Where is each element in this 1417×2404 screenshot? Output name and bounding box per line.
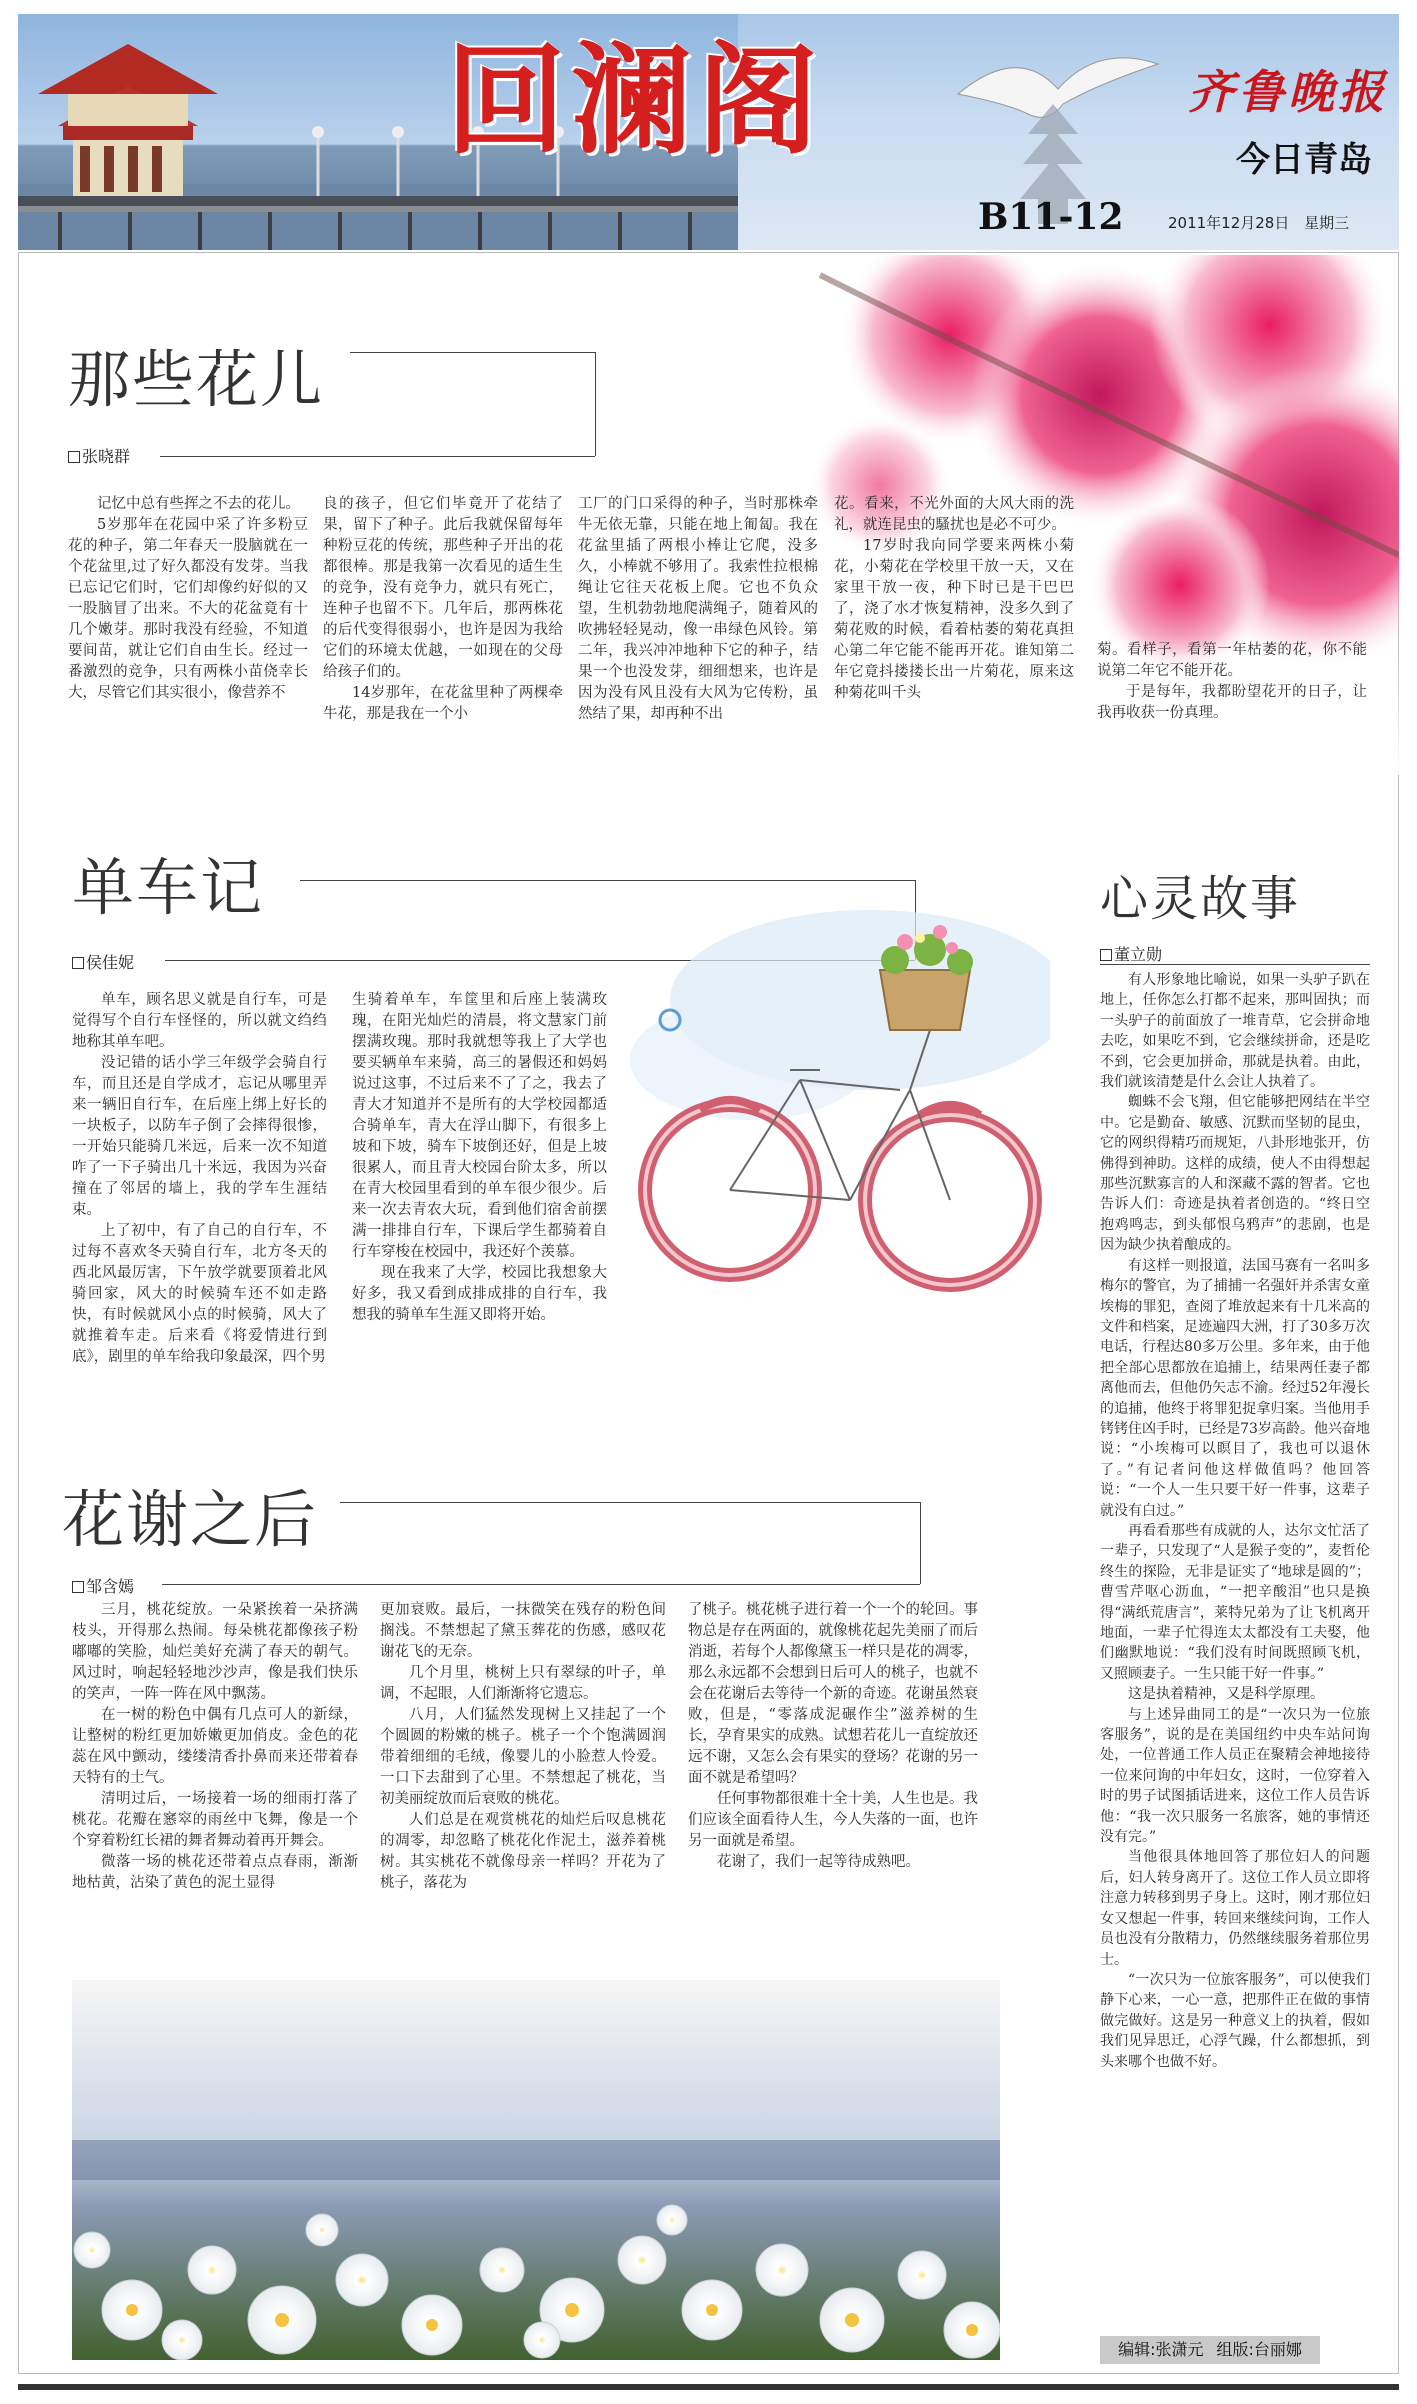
page-number: B11-12 — [978, 196, 1124, 238]
editor-credit: 编辑:张潇元 组版:台丽娜 — [1100, 2336, 1320, 2364]
title-rule — [160, 456, 595, 457]
article-column — [323, 494, 563, 794]
article-title-flowers: 那些花儿 — [68, 343, 325, 416]
paragraph: 上了初中，有了自己的自行车，不过每不喜欢冬天骑自行车，北方冬天的西北风最厉害，下午放学就要顶着北风骑回家，风大的时候骑车还不如走路快，有时候就风小点的时候骑，风大了就推着车走。后来看《将爱情进行到底》，剧里的单车给我印象最深，四个男 — [72, 1223, 327, 1365]
paragraph: 三月，桃花绽放。一朵紧挨着一朵挤满枝头，开得那么热闹。每朵桃花都像孩子粉嘟嘟的笑脸，灿烂美好充满了春天的朝气。风过时，响起轻轻地沙沙声，像是我们快乐的笑声，一阵一阵在风中飘荡。 — [72, 1602, 358, 1702]
paragraph: 与上述异曲同工的是“一次只为一位旅客服务”，说的是在美国纽约中央车站问询处，一位普通工作人员正在聚精会神地接待一位来问询的中年妇女，这时，一位穿着入时的男子试图插话进来，这位工作人员告诉他：“我一次只服务一名旅客，她的事情还没有完。” — [1100, 1706, 1370, 1846]
article-column — [1097, 640, 1367, 790]
article-column — [1100, 970, 1370, 2326]
edition-name: 今日青岛 — [1236, 140, 1372, 180]
paragraph: 蜘蛛不会飞翔，但它能够把网结在半空中。它是勤奋、敏感、沉默而坚韧的昆虫，它的网织得精巧而规矩，八卦形地张开，仿佛得到神助。这样的成绩，使人不由得想起那些沉默寡言的人和深藏不露的智者。它也告诉人们：奇迹是执着者创造的。“终日空抱鸡鸣志，到头郁恨乌鸦声”的悲剧，也是因为缺少执着酿成的。 — [1100, 1094, 1370, 1254]
title-rule — [595, 352, 596, 456]
article-title-bicycle: 单车记 — [72, 851, 265, 924]
paragraph: 再看看那些有成就的人，达尔文忙活了一辈子，只发现了“人是猴子变的”，麦哲伦终生的探险，无非是证实了“地球是圆的”；曹雪芹呕心沥血，“一把辛酸泪”也只是换得“满纸荒唐言”，莱特兄弟为了让飞机离开地面，一辈子忙得连太太都没有工夫娶，他们幽默地说：“我们没有时间既照顾飞机，又照顾妻子。一生只能干好一件事。” — [1100, 1522, 1370, 1682]
paragraph: 当他很具体地回答了那位妇人的问题后，妇人转身离开了。这位工作人员立即将注意力转移到男子身上。这时，刚才那位妇女又想起一件事，转回来继续问询，工作人员也没有分散精力，仍然继续服务着那位男士。 — [1100, 1849, 1370, 1968]
title-rule — [340, 1502, 920, 1503]
paragraph: 了桃子。桃花桃子进行着一个一个的轮回。事物总是存在两面的，就像桃花起先美丽了而后消逝，若每个人都像黛玉一样只是花的凋零，那么永远都不会想到日后可人的桃子，也就不会在花谢后去等待一个新的奇迹。花谢虽然衰败，但是，“零落成泥碾作尘”滋养树的生长，孕育果实的成熟。试想若花儿一直绽放还远不谢，又怎么会有果实的登场？花谢的另一面不就是希望吗？ — [688, 1602, 978, 1786]
paragraph: 清明过后，一场接着一场的细雨打落了桃花。花瓣在窸窣的雨丝中飞舞，像是一个个穿着粉红长裙的舞者舞动着再开舞会。 — [72, 1791, 358, 1849]
bottom-rule — [18, 2384, 1399, 2390]
paragraph: 菊。看样子，看第一年枯萎的花，你不能说第二年它不能开花。 — [1097, 642, 1367, 679]
paragraph: 于是每年，我都盼望花开的日子，让我再收获一份真理。 — [1097, 684, 1367, 721]
title-rule — [920, 1502, 921, 1584]
paragraph: 八月，人们猛然发现树上又挂起了一个个圆圆的粉嫩的桃子。桃子一个个饱满圆润带着细细的毛绒，像婴儿的小脸惹人怜爱。一口下去甜到了心里。不禁想起了桃花，当初美丽绽放而后衰败的桃花。 — [380, 1707, 666, 1807]
paragraph: 微落一场的桃花还带着点点春雨，渐渐地枯黄，沾染了黄色的泥土显得 — [72, 1854, 358, 1891]
byline-bicycle: 侯佳妮 — [72, 950, 134, 973]
paragraph: 任何事物都很难十全十美，人生也是。我们应该全面看待人生，今人失落的一面，也许另一面就是希望。 — [688, 1791, 978, 1849]
byline-soul: 董立勋 — [1100, 942, 1162, 965]
paragraph: 单车，顾名思义就是自行车，可是觉得写个自行车怪怪的，所以就文绉绉地称其单车吧。 — [72, 992, 327, 1050]
article-column — [688, 1600, 978, 1970]
paragraph: 现在我来了大学，校园比我想象大好多，我又看到成排成排的自行车，我想我的骑单车生涯又即将开始。 — [352, 1265, 607, 1323]
title-rule — [162, 1584, 920, 1585]
paragraph: 记忆中总有些挥之不去的花儿。 — [97, 496, 300, 512]
paragraph: 几个月里，桃树上只有翠绿的叶子，单调，不起眼，人们渐渐将它遗忘。 — [380, 1665, 666, 1702]
paragraph: 生骑着单车，车筐里和后座上装满玫瑰，在阳光灿烂的清晨，将文慧家门前摆满玫瑰。那时我就想等我上了大学也要买辆单车来骑，高三的暑假还和妈妈说过这事，不过后来不了了之，我去了青大才知道并不是所有的大学校园都适合骑单车，青大在浮山脚下，有很多上坡和下坡，骑车下坡倒还好，但是上坡很累人，而且青大校园台阶太多，所以在青大校园里看到的单车很少很少。后来一次去青农大玩，看到他们宿舍前摆满一排排自行车，下课后学生都骑着自行车穿梭在校园中，我还好个羡慕。 — [352, 992, 607, 1260]
masthead — [18, 14, 1399, 250]
article-title-after: 花谢之后 — [62, 1483, 319, 1556]
article-column — [68, 494, 308, 794]
paragraph: 花谢了，我们一起等待成熟吧。 — [717, 1854, 920, 1870]
title-rule — [1100, 964, 1370, 965]
newspaper-brand: 齐鲁晚报 — [1188, 65, 1388, 119]
paragraph: 有这样一则报道，法国马赛有一名叫多梅尔的警官，为了捕捕一名强奸并杀害女童埃梅的罪犯，查阅了堆放起来有十几米高的文件和档案，足迹遍四大洲，打了30多万次电话，行程达80多万公里。多年来，由于他把全部心思都放在追捕上，结果两任妻子都离他而去，但他仍矢志不渝。经过52年漫长的追捕，他终于将罪犯捉拿归案。当他用手铐铐住凶手时，已经是73岁高龄。他兴奋地说：“小埃梅可以瞑目了，我也可以退休了。”有记者问他这样做值吗？他回答说：“一个人一生只要干好一件事，这辈子就没有白过。” — [1100, 1257, 1370, 1519]
article-column — [352, 990, 607, 1430]
paragraph: 人们总是在观赏桃花的灿烂后叹息桃花的凋零，却忽略了桃花化作泥土，滋养着桃树。其实桃花不就像母亲一样吗？开花为了桃子，落花为 — [380, 1812, 666, 1891]
article-column — [578, 494, 818, 794]
paragraph: 工厂的门口采得的种子，当时那株牵牛无依无靠，只能在地上匍匐。我在花盆里插了两根小棒让它爬，没多久，小棒就不够用了。我索性拉根棉绳让它往天花板上爬。它也不负众望，生机勃勃地爬满绳子，随着风的吹拂轻轻晃动，像一串绿色风铃。第二年，我兴冲冲地种下它的种子，结果一个也没发芽，细细想来，也许是因为没有风且没有大风为它传粉，虽然结了果，却再种不出 — [578, 496, 818, 722]
bicycle-illustration — [630, 880, 1050, 1320]
paragraph: 17岁时我向同学要来两株小菊花，小菊花在学校里干放一天，又在家里干放一夜，种下时已是干巴巴了，浇了水才恢复精神，没多久到了菊花败的时候，看着枯萎的菊花真担心第二年它能不能再开花。谁知第二年它竟抖搂搂长出一片菊花，原来这种菊花叫千头 — [834, 538, 1074, 701]
byline-after: 邹含嫣 — [72, 1574, 134, 1597]
white-flowers-photo — [72, 1980, 1000, 2360]
byline-flowers: 张晓群 — [68, 444, 130, 467]
paragraph: 花。看来，不光外面的大风大雨的洗礼，就连昆虫的騷扰也是必不可少。 — [834, 496, 1074, 533]
paragraph: 14岁那年，在花盆里种了两棵牵牛花，那是我在一个小 — [323, 685, 563, 722]
paragraph: 5岁那年在花园中采了许多粉豆花的种子，第二年春天一股脑就在一个花盆里,过了好久都没有发芽。当我已忘记它们时，它们却像约好似的又一股脑冒了出来。不大的花盆竟有十几个嫩芽。那时我没有经验，不知道要间苗，就让它们自由生长。经过一番激烈的竞争，只有两株小苗侥幸长大，尽管它们其实很小，像营养不 — [68, 517, 308, 701]
article-column — [380, 1600, 666, 1970]
paragraph: 没记错的话小学三年级学会骑自行车，而且还是自学成才，忘记从哪里弄来一辆旧自行车，在后座上绑上好长的一块板子，以防车子倒了会摔得很惨，一开始只能骑几米远，后来一次不知道咋了一下子骑出几十米远，我因为兴奋撞在了邻居的墙上，我的学车生涯结束。 — [72, 1055, 327, 1218]
title-rule — [350, 352, 595, 353]
article-title-soul: 心灵故事 — [1100, 871, 1301, 927]
paragraph: 良的孩子，但它们毕竟开了花结了果，留下了种子。此后我就保留每年种粉豆花的传统，那些种子开出的花都很棒。那是我第一次看见的适生生的竞争，没有竞争力，就只有死亡，连种子也留不下。几年后，那两株花的后代变得很弱小，也许是因为我给它们的环境太优越，一如现在的父母给孩子们的。 — [323, 496, 563, 680]
article-column — [834, 494, 1074, 794]
paragraph: 在一树的粉色中偶有几点可人的新绿，让整树的粉红更加娇嫩更加俏皮。金色的花蕊在风中颤动，缕缕清香扑鼻而来还带着春天特有的土气。 — [72, 1707, 358, 1786]
article-column — [72, 1600, 358, 1970]
paragraph: 更加衰败。最后，一抹微笑在残存的粉色间搁浅。不禁想起了黛玉葬花的伤感，感叹花谢花飞的无奈。 — [380, 1602, 666, 1660]
issue-date: 2011年12月28日 星期三 — [1168, 214, 1350, 232]
column-title: 回澜阁 — [446, 30, 824, 171]
paragraph: 有人形象地比喻说，如果一头驴子趴在地上，任你怎么打都不起来，那叫固执；而一头驴子的前面放了一堆青草，它会拼命地去吃，如果吃不到，它会继续拼命，还是吃不到，它会更加拼命，那就是执着。由此，我们就该清楚是什么会让人执着了。 — [1100, 972, 1370, 1091]
paragraph: “一次只为一位旅客服务”，可以使我们静下心来，一心一意，把那件正在做的事情做完做好。这是另一种意义上的执着，假如我们见异思迁，心浮气躁，什么都想抓，到头来哪个也做不好。 — [1100, 1971, 1370, 2070]
article-column — [72, 990, 327, 1430]
paragraph: 这是执着精神，又是科学原理。 — [1128, 1686, 1324, 1703]
